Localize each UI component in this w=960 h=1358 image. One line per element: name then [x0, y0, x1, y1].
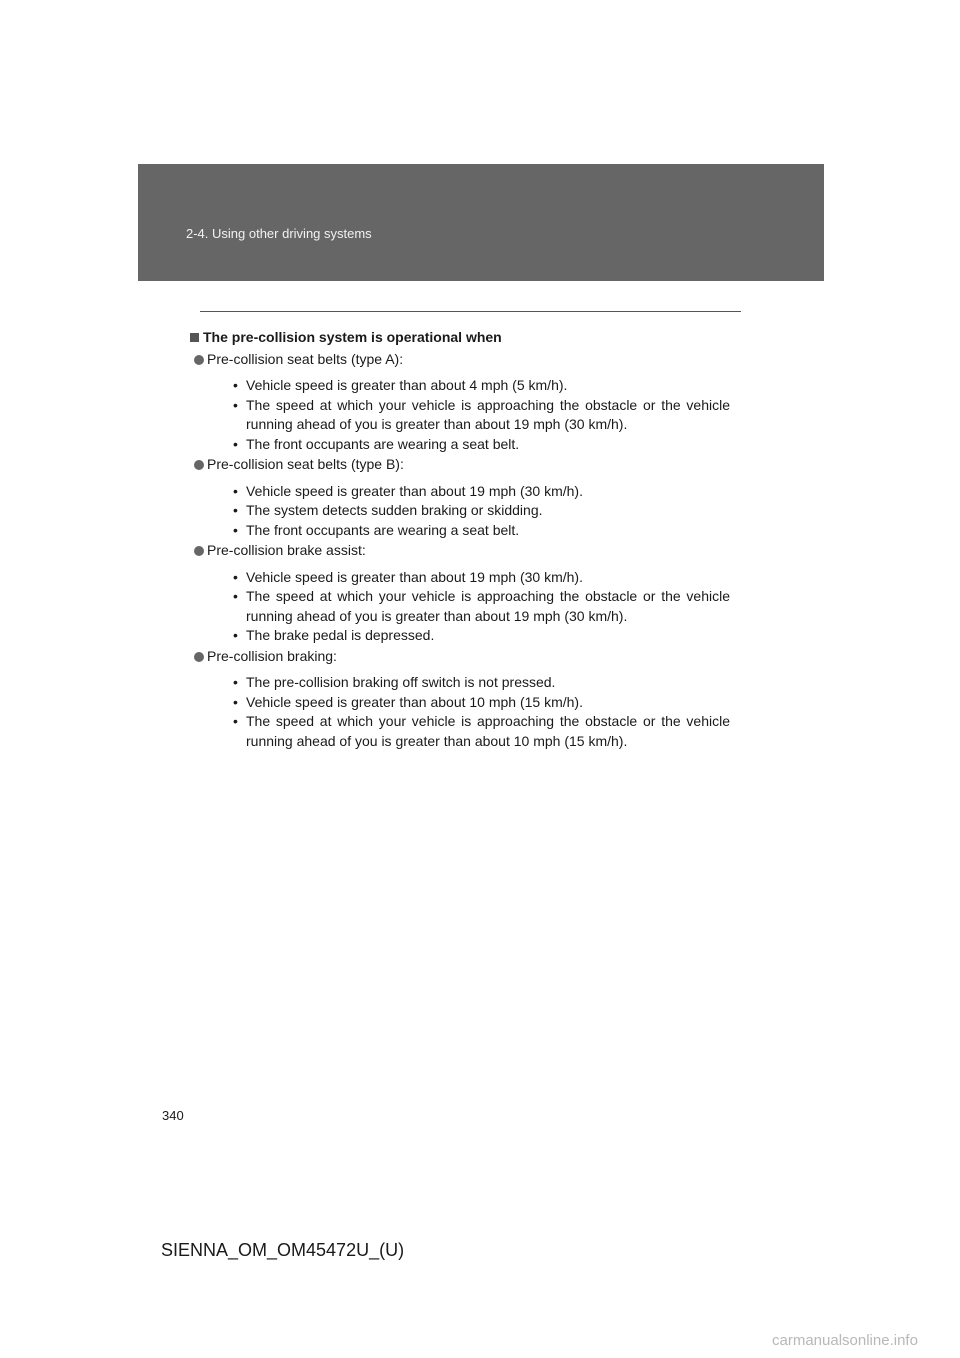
- list-item: • The brake pedal is depressed.: [246, 626, 730, 646]
- circle-bullet-icon: [194, 460, 204, 470]
- list-item: • The speed at which your vehicle is approaching the obstacle or the vehicle running ahead of you is greater than about 19 mph (30 km/h).: [246, 396, 730, 435]
- circle-bullet-icon: [194, 355, 204, 365]
- list-item: • The front occupants are wearing a seat belt.: [246, 521, 730, 541]
- list-item: • The system detects sudden braking or skidding.: [246, 501, 730, 521]
- group-title-text: Pre-collision seat belts (type A):: [207, 350, 404, 367]
- group-title-text: Pre-collision brake assist:: [207, 542, 366, 558]
- group-brake-assist: [190, 541, 730, 646]
- group-braking: [190, 647, 730, 752]
- divider: [200, 311, 741, 312]
- circle-bullet-icon: [194, 652, 204, 662]
- header-band: [138, 164, 824, 281]
- list-item: • The front occupants are wearing a seat belt.: [246, 435, 730, 455]
- list-item: • Vehicle speed is greater than about 19 mph (30 km/h).: [246, 568, 730, 588]
- group-title-text: Pre-collision braking:: [207, 647, 337, 664]
- group-title-text: Pre-collision seat belts (type B):: [207, 456, 404, 472]
- item-list: [190, 482, 730, 541]
- square-bullet-icon: [190, 333, 199, 342]
- group-title: [190, 541, 730, 561]
- list-item: • The speed at which your vehicle is approaching the obstacle or the vehicle running ahead of you is greater than about 10 mph (15 km/h).: [246, 712, 730, 751]
- group-seatbelts-b: [190, 455, 730, 540]
- item-list: [190, 568, 730, 646]
- list-item: • Vehicle speed is greater than about 19 mph (30 km/h).: [246, 482, 730, 502]
- circle-bullet-icon: [194, 546, 204, 556]
- list-item: • Vehicle speed is greater than about 4 mph (5 km/h).: [246, 376, 730, 396]
- group-seatbelts-a: [190, 350, 730, 455]
- list-item: • Vehicle speed is greater than about 10 mph (15 km/h).: [246, 693, 730, 713]
- document-id: SIENNA_OM_OM45472U_(U): [161, 1240, 405, 1260]
- group-title: [190, 350, 730, 370]
- group-title: [190, 647, 730, 667]
- section-heading: [190, 328, 730, 348]
- item-list: [190, 673, 730, 751]
- page-number: 340: [162, 1108, 184, 1123]
- watermark: carmanualsonline.info: [772, 1332, 918, 1349]
- list-item: • The pre-collision braking off switch is not pressed.: [246, 673, 730, 693]
- heading-text: The pre-collision system is operational when: [203, 329, 502, 345]
- group-title: [190, 455, 730, 475]
- content: [190, 328, 730, 752]
- list-item: • The speed at which your vehicle is approaching the obstacle or the vehicle running ahead of you is greater than about 19 mph (30 km/h).: [246, 587, 730, 626]
- item-list: [190, 376, 730, 454]
- section-title: 2-4. Using other driving systems: [186, 226, 372, 241]
